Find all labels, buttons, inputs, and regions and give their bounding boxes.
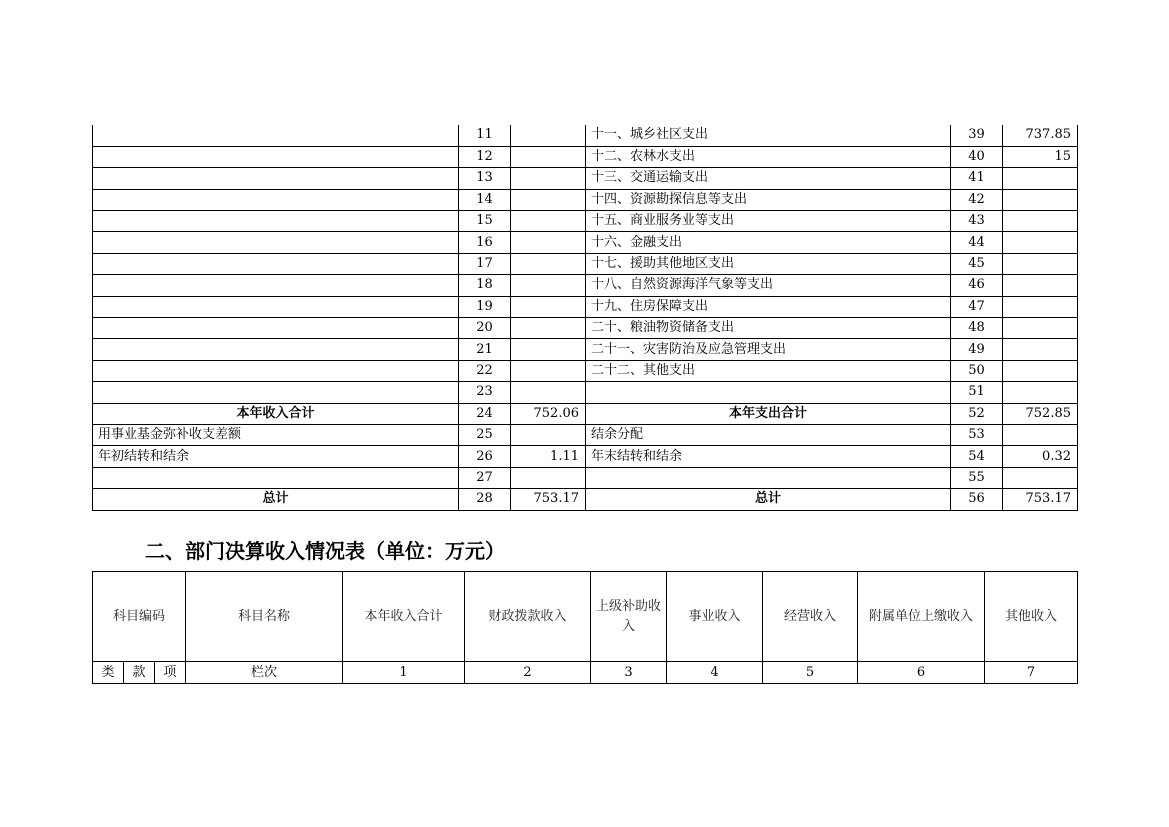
income-label-cell [93,275,459,296]
income-line-cell: 22 [459,360,511,381]
income-label-cell [93,168,459,189]
income-line-cell: 26 [459,446,511,467]
subheader-n1: 1 [343,662,465,684]
expense-amount-cell [1003,339,1078,360]
expense-label-cell: 十七、援助其他地区支出 [586,253,951,274]
expense-amount-cell [1003,253,1078,274]
expense-amount-cell [1003,382,1078,403]
header-fiscal-income: 财政拨款收入 [465,572,591,662]
income-label-cell: 年初结转和结余 [93,446,459,467]
expense-amount-cell [1003,360,1078,381]
subheader-column: 栏次 [186,662,343,684]
income-line-cell: 14 [459,189,511,210]
header-affiliated-income: 附属单位上缴收入 [858,572,985,662]
table-row [93,211,1078,232]
income-line-cell: 13 [459,168,511,189]
expense-line-cell: 41 [951,168,1003,189]
income-line-cell: 19 [459,296,511,317]
income-line-cell: 12 [459,146,511,167]
income-label-cell [93,360,459,381]
header-subject-code: 科目编码 [93,572,186,662]
income-amount-cell [511,275,586,296]
table-row [93,403,1078,424]
expense-label-cell [586,467,951,488]
table-row [93,146,1078,167]
expense-label-cell: 十九、住房保障支出 [586,296,951,317]
income-label-cell [93,253,459,274]
income-amount-cell [511,189,586,210]
expense-line-cell: 54 [951,446,1003,467]
table-row [93,489,1078,510]
expense-line-cell: 47 [951,296,1003,317]
table-row [93,318,1078,339]
section-title: 二、部门决算收入情况表（单位：万元） [145,539,505,563]
expense-label-cell: 结余分配 [586,424,951,445]
income-amount-cell [511,424,586,445]
table-row [93,232,1078,253]
expense-line-cell: 45 [951,253,1003,274]
income-label-cell [93,189,459,210]
expense-amount-cell: 752.85 [1003,403,1078,424]
expense-line-cell: 51 [951,382,1003,403]
subheader-lei: 类 [93,662,124,684]
expense-label-cell: 本年支出合计 [586,403,951,424]
header-subject-name: 科目名称 [186,572,343,662]
expense-label-cell: 十四、资源勘探信息等支出 [586,189,951,210]
expense-label-cell: 二十二、其他支出 [586,360,951,381]
income-label-cell [93,467,459,488]
income-label-cell [93,146,459,167]
expense-label-cell: 年末结转和结余 [586,446,951,467]
subheader-n4: 4 [667,662,763,684]
income-amount-cell [511,146,586,167]
expense-amount-cell: 737.85 [1003,125,1078,146]
income-amount-cell [511,125,586,146]
income-label-cell: 总计 [93,489,459,510]
income-amount-cell [511,253,586,274]
subheader-row [93,662,1078,684]
table-row [93,424,1078,445]
table-row [93,253,1078,274]
income-line-cell: 11 [459,125,511,146]
expense-line-cell: 43 [951,211,1003,232]
table-row [93,446,1078,467]
subheader-kuan: 款 [124,662,155,684]
income-amount-cell [511,168,586,189]
expense-line-cell: 56 [951,489,1003,510]
income-label-cell: 本年收入合计 [93,403,459,424]
income-amount-cell: 1.11 [511,446,586,467]
expense-label-cell: 十三、交通运输支出 [586,168,951,189]
expense-label-cell [586,382,951,403]
expense-label-cell: 总计 [586,489,951,510]
expense-amount-cell [1003,424,1078,445]
expense-line-cell: 39 [951,125,1003,146]
expense-label-cell: 二十一、灾害防治及应急管理支出 [586,339,951,360]
expense-amount-cell [1003,168,1078,189]
expense-amount-cell: 15 [1003,146,1078,167]
expense-line-cell: 49 [951,339,1003,360]
income-line-cell: 18 [459,275,511,296]
income-expense-summary-table [92,125,1078,511]
expense-line-cell: 48 [951,318,1003,339]
expense-amount-cell [1003,275,1078,296]
header-other-income: 其他收入 [985,572,1078,662]
header-operation-income: 经营收入 [763,572,858,662]
income-line-cell: 16 [459,232,511,253]
table-row [93,275,1078,296]
table-row [93,360,1078,381]
expense-amount-cell [1003,318,1078,339]
expense-label-cell: 十六、金融支出 [586,232,951,253]
income-label-cell [93,339,459,360]
expense-amount-cell [1003,211,1078,232]
header-row [93,572,1078,662]
income-line-cell: 20 [459,318,511,339]
income-line-cell: 27 [459,467,511,488]
header-total-income: 本年收入合计 [343,572,465,662]
table-row [93,296,1078,317]
income-amount-cell [511,232,586,253]
income-amount-cell: 752.06 [511,403,586,424]
income-line-cell: 25 [459,424,511,445]
subheader-n2: 2 [465,662,591,684]
expense-label-cell: 十八、自然资源海洋气象等支出 [586,275,951,296]
subheader-n5: 5 [763,662,858,684]
header-superior-subsidy: 上级补助收入 [591,572,667,662]
table-row [93,189,1078,210]
expense-label-cell: 二十、粮油物资储备支出 [586,318,951,339]
table-row [93,125,1078,146]
income-amount-cell [511,296,586,317]
income-line-cell: 23 [459,382,511,403]
income-label-cell [93,125,459,146]
expense-line-cell: 46 [951,275,1003,296]
income-amount-cell [511,211,586,232]
income-label-cell [93,318,459,339]
income-amount-cell: 753.17 [511,489,586,510]
expense-label-cell: 十五、商业服务业等支出 [586,211,951,232]
table-row [93,382,1078,403]
income-label-cell [93,232,459,253]
expense-amount-cell [1003,296,1078,317]
income-detail-table [92,571,1078,684]
expense-line-cell: 55 [951,467,1003,488]
expense-amount-cell [1003,232,1078,253]
income-label-cell [93,382,459,403]
subheader-n7: 7 [985,662,1078,684]
income-line-cell: 28 [459,489,511,510]
table-row [93,168,1078,189]
expense-amount-cell: 753.17 [1003,489,1078,510]
income-amount-cell [511,360,586,381]
income-label-cell [93,296,459,317]
subheader-n3: 3 [591,662,667,684]
table-row [93,339,1078,360]
expense-line-cell: 52 [951,403,1003,424]
header-business-income: 事业收入 [667,572,763,662]
income-amount-cell [511,339,586,360]
expense-label-cell: 十二、农林水支出 [586,146,951,167]
expense-label-cell: 十一、城乡社区支出 [586,125,951,146]
income-line-cell: 24 [459,403,511,424]
expense-amount-cell: 0.32 [1003,446,1078,467]
income-amount-cell [511,318,586,339]
income-line-cell: 17 [459,253,511,274]
expense-amount-cell [1003,189,1078,210]
income-line-cell: 21 [459,339,511,360]
expense-line-cell: 42 [951,189,1003,210]
income-amount-cell [511,467,586,488]
expense-line-cell: 50 [951,360,1003,381]
expense-amount-cell [1003,467,1078,488]
income-line-cell: 15 [459,211,511,232]
subheader-n6: 6 [858,662,985,684]
income-label-cell: 用事业基金弥补收支差额 [93,424,459,445]
income-label-cell [93,211,459,232]
table-row [93,467,1078,488]
expense-line-cell: 53 [951,424,1003,445]
income-amount-cell [511,382,586,403]
expense-line-cell: 44 [951,232,1003,253]
expense-line-cell: 40 [951,146,1003,167]
subheader-xiang: 项 [155,662,186,684]
